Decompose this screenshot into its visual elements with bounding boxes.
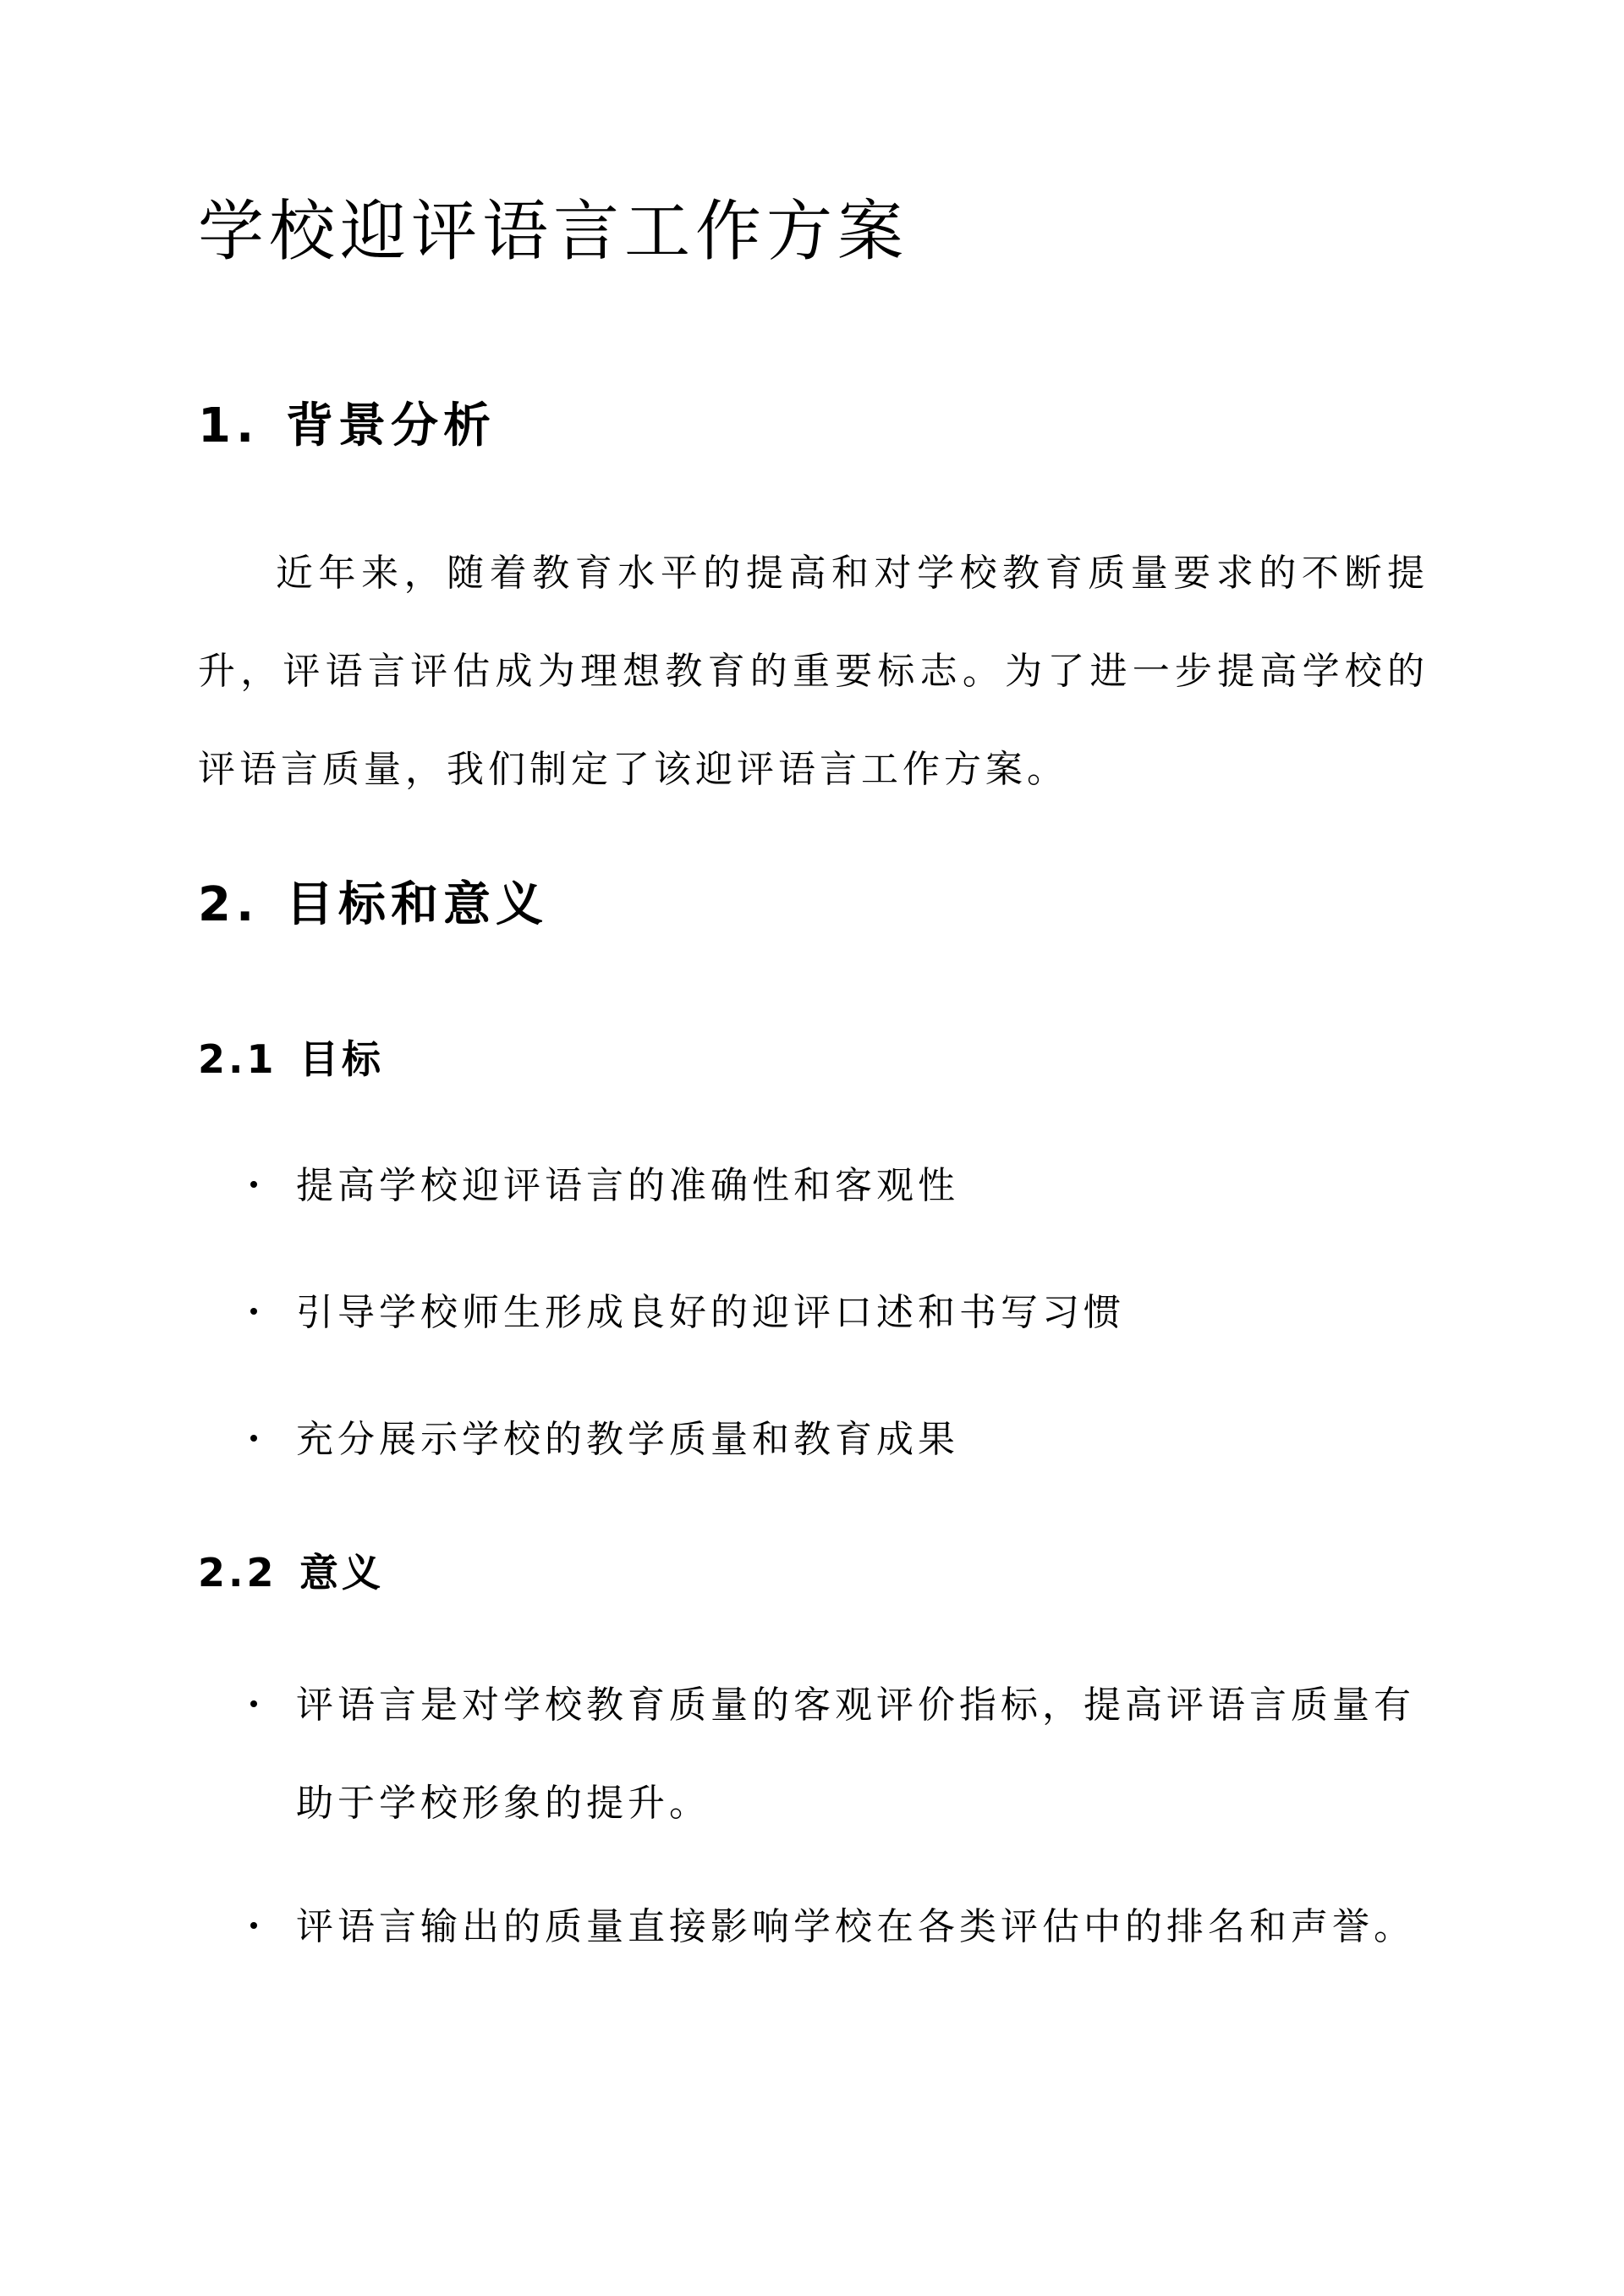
- bullet-icon: [250, 1308, 257, 1315]
- subsection-number: 2.1: [198, 1036, 277, 1082]
- document-title: 学校迎评语言工作方案: [198, 194, 909, 270]
- bullet-icon: [250, 1922, 257, 1929]
- section-title: 目标和意义: [286, 877, 548, 932]
- list-item: 评语言输出的质量直接影响学校在各类评估中的排名和声誉。: [198, 1878, 1429, 1976]
- bullet-icon: [250, 1700, 257, 1707]
- section-title: 背景分析: [286, 398, 496, 453]
- subsection-title: 意义: [299, 1550, 384, 1596]
- list-item: 充分展示学校的教学质量和教育成果: [198, 1391, 1429, 1489]
- bullet-icon: [250, 1181, 257, 1188]
- subsection-title: 目标: [299, 1036, 384, 1082]
- section-number: 1.: [198, 398, 260, 453]
- section-heading-goals: [198, 876, 548, 933]
- significance-list: [198, 1656, 1429, 1976]
- list-item: 引导学校师生形成良好的迎评口述和书写习惯: [198, 1264, 1429, 1362]
- list-item: 提高学校迎评语言的准确性和客观性: [198, 1137, 1429, 1235]
- section-heading-background: [198, 398, 496, 454]
- section-number: 2.: [198, 877, 260, 932]
- subsection-heading-significance: [198, 1550, 384, 1596]
- list-item: 评语言是对学校教育质量的客观评价指标，提高评语言质量有助于学校形象的提升。: [198, 1656, 1429, 1853]
- goals-list: [198, 1137, 1429, 1489]
- background-paragraph: 近年来，随着教育水平的提高和对学校教育质量要求的不断提升，评语言评估成为理想教育的重要标志。为了进一步提高学校的评语言质量，我们制定了该迎评语言工作方案。: [198, 552, 1429, 791]
- subsection-heading-goals: [198, 1036, 384, 1083]
- bullet-icon: [250, 1435, 257, 1442]
- subsection-number: 2.2: [198, 1550, 277, 1596]
